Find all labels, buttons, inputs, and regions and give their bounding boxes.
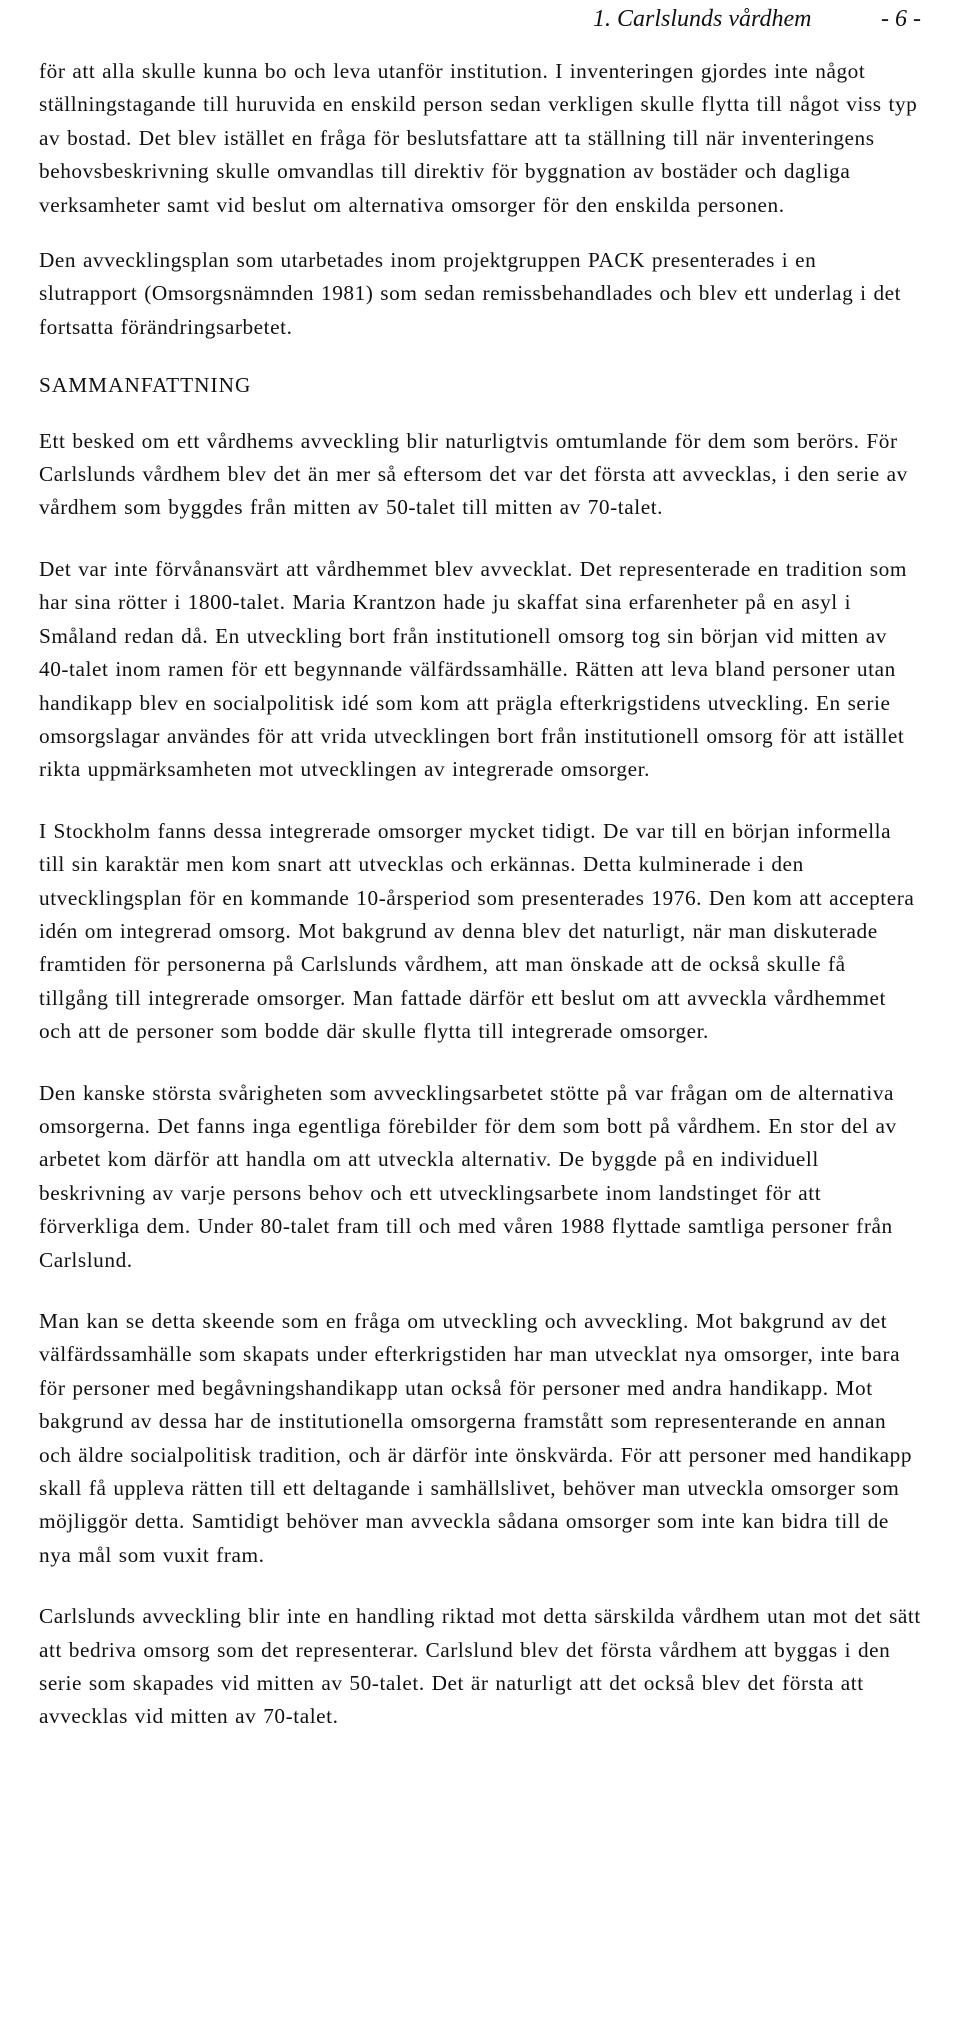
paragraph: Ett besked om ett vårdhems avveckling blir naturligtvis omtumlande för dem som berörs. För Carlslunds vårdhem blev det än mer så eftersom det var det första att avvecklas, i den serie av vårdhem som byggdes från mitten av 50-talet till mitten av 70-talet. [39, 428, 908, 520]
paragraph: för att alla skulle kunna bo och leva utanför institution. I inventeringen gjordes inte något ställningstagande till huruvida en enskild person sedan verkligen skulle flytta till något viss typ av bostad. Det blev istället en fråga för beslutsfattare att ta ställning till när inventeringens behovsbeskrivning skulle omvandlas till direktiv för byggnation av bostäder och dagliga verksamheter samt vid beslut om alternativa omsorger för den enskilda personen. [39, 59, 918, 217]
paragraph: I Stockholm fanns dessa integrerade omsorger mycket tidigt. De var till en början informella till sin karaktär men kom snart att utvecklas och erkännas. Detta kulminerade i den utvecklingsplan för en kommande 10-årsperiod som presenterades 1976. Den kom att acceptera idén om integrerad omsorg. Mot bakgrund av denna blev det naturligt, när man diskuterade framtiden för personerna på Carlslunds vårdhem, att man önskade att de också skulle få tillgång till integrerade omsorger. Man fattade därför ett beslut om att avveckla vårdhemmet och att de personer som bodde där skulle flytta till integrerade omsorger. [39, 818, 915, 1044]
page-header [0, 4, 921, 34]
paragraph: Det var inte förvånansvärt att vårdhemmet blev avvecklat. Det representerade en tradition som har sina rötter i 1800-talet. Maria Krantzon hade ju skaffat sina erfarenheter på en asyl i Småland redan då. En utveckling bort från institutionell omsorg tog sin början vid mitten av 40-talet inom ramen för ett begynnande välfärdssamhälle. Rätten att leva bland personer utan handikapp blev en socialpolitisk idé som kom att prägla efterkrigstidens utveckling. En serie omsorgslagar användes för att vrida utvecklingen bort från institutionell omsorg för att istället rikta uppmärksamheten mot utvecklingen av integrerade omsorger. [39, 556, 907, 782]
paragraph: Den avvecklingsplan som utarbetades inom projektgruppen PACK presenterades i en slutrapport (Omsorgsnämnden 1981) som sedan remissbehandlades och blev ett underlag i det fortsatta förändringsarbetet. [39, 248, 902, 339]
paragraph: Den kanske största svårigheten som avvecklingsarbetet stötte på var frågan om de alternativa omsorgerna. Det fanns inga egentliga förebilder för dem som bott på vårdhem. En stor del av arbetet kom därför att handla om att utveckla alternativ. De byggde på en individuell beskrivning av varje persons behov och ett utvecklingsarbete inom landstinget för att förverkliga dem. Under 80-talet fram till och med våren 1988 flyttade samtliga personer från Carlslund. [39, 1080, 897, 1272]
running-header-chapter: 1. Carlslunds vårdhem [593, 6, 812, 32]
paragraph: Man kan se detta skeende som en fråga om utveckling och avveckling. Mot bakgrund av det välfärdssamhälle som skapats under efterkrigstiden har man utvecklat nya omsorger, inte bara för personer med begåvningshandikapp utan också för personer med andra handikapp. Mot bakgrund av dessa har de institutionella omsorgerna framstått som representerande en annan och äldre socialpolitisk tradition, och är därför inte önskvärda. För att personer med handikapp skall få uppleva rätten till ett deltagande i samhällslivet, behöver man utveckla omsorger som möjliggör detta. Samtidigt behöver man avveckla sådana omsorger som inte kan bidra till de nya mål som vuxit fram. [39, 1309, 913, 1567]
page-number: - 6 - [881, 6, 921, 32]
document-body [39, 55, 921, 1762]
section-heading: SAMMANFATTNING [39, 373, 252, 398]
paragraph: Carlslunds avveckling blir inte en handling riktad mot detta särskilda vårdhem utan mot det sätt att bedriva omsorg som det representerar. Carlslund blev det första vårdhem att byggas i den serie som skapades vid mitten av 50-talet. Det är naturligt att det också blev det första att avvecklas vid mitten av 70-talet. [39, 1604, 921, 1729]
